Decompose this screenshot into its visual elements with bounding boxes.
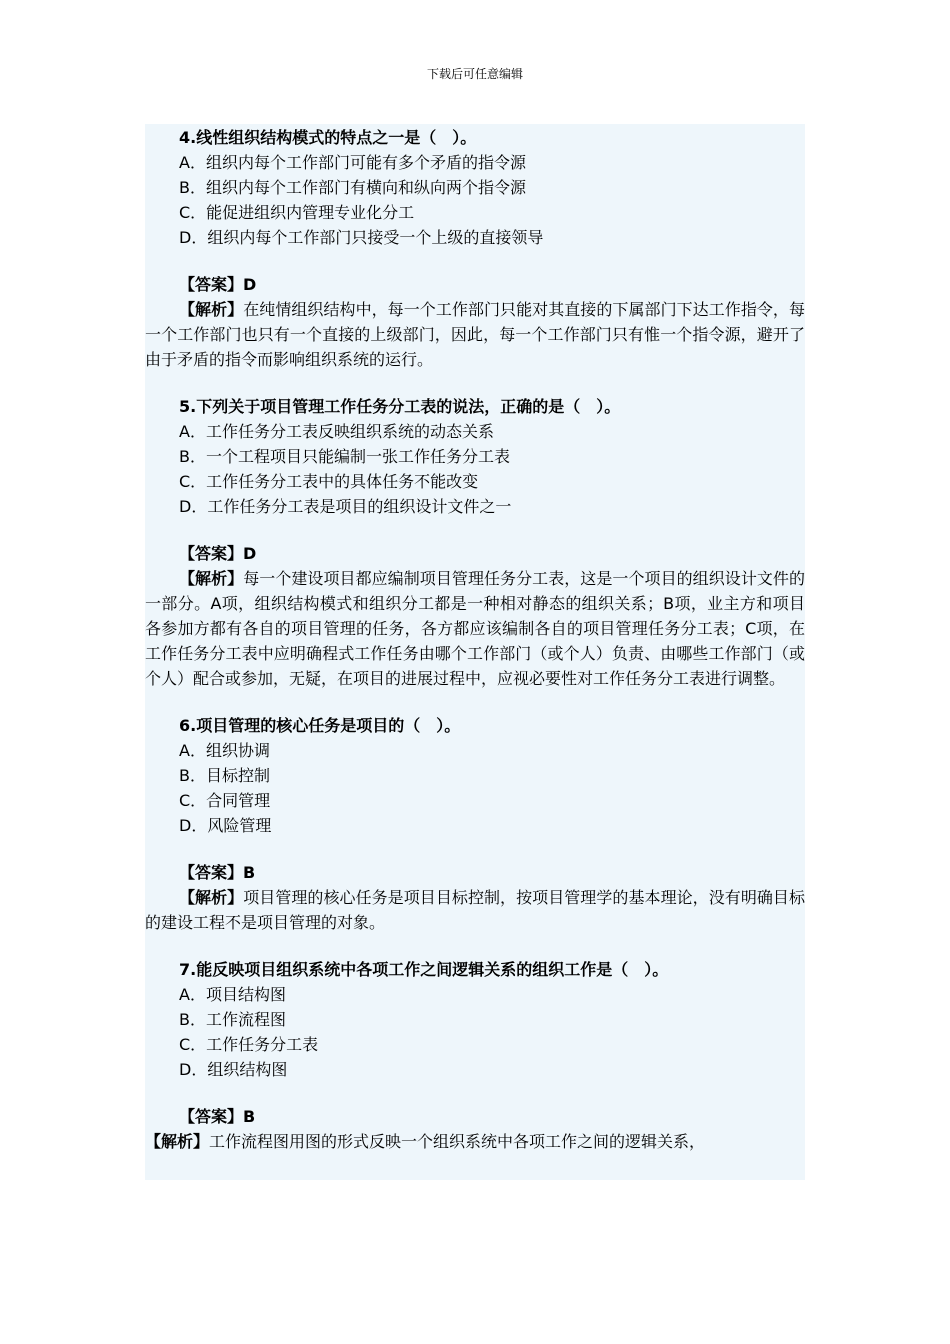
analysis-text: 每一个建设项目都应编制项目管理任务分工表，这是一个项目的组织设计文件的一部分。A项，组织结构模式和组织分工都是一种相对静态的组织关系；B项，业主方和项目各参加方都有各自的项目管理的任务，各方都应该编制各自的项目管理任务分工表；C项，在工作任务分工表中应明确程式工作任务由哪个工作部门（或个人）负责、由哪些工作部门（或个人）配合或参加，无疑，在项目的进展过程中，应视必要性对工作任务分工表进行调整。 <box>145 569 805 688</box>
option-a: A．组织内每个工作部门可能有多个矛盾的指令源 <box>179 153 526 172</box>
analysis <box>145 297 805 372</box>
page-header: 下载后可任意编辑 <box>426 67 523 81</box>
question-title: 7.能反映项目组织系统中各项工作之间逻辑关系的组织工作是（ ）。 <box>179 960 669 979</box>
analysis-text: 在纯情组织结构中，每一个工作部门只能对其直接的下属部门下达工作指令，每一个工作部门也只有一个直接的上级部门，因此，每一个工作部门只有惟一个指令源，避开了由于矛盾的指令而影响组织系统的运行。 <box>145 300 805 369</box>
question-5 <box>145 394 805 691</box>
option-d: D．组织结构图 <box>179 1060 288 1079</box>
analysis <box>145 566 805 691</box>
question-title: 6.项目管理的核心任务是项目的（ ）。 <box>179 716 461 735</box>
option-a: A．工作任务分工表反映组织系统的动态关系 <box>179 422 494 441</box>
analysis-label: 【解析】 <box>179 300 244 319</box>
document-body <box>145 124 805 1180</box>
analysis-label: 【解析】 <box>145 1132 210 1151</box>
answer: 【答案】B <box>179 863 256 882</box>
option-c: C．能促进组织内管理专业化分工 <box>179 203 415 222</box>
answer: 【答案】D <box>179 275 257 294</box>
option-d: D．风险管理 <box>179 816 272 835</box>
option-c: C．工作任务分工表 <box>179 1035 319 1054</box>
analysis-label: 【解析】 <box>179 569 244 588</box>
option-d: D．工作任务分工表是项目的组织设计文件之一 <box>179 497 512 516</box>
analysis-label: 【解析】 <box>179 888 244 907</box>
option-a: A．项目结构图 <box>179 985 286 1004</box>
option-d: D．组织内每个工作部门只接受一个上级的直接领导 <box>179 228 544 247</box>
analysis <box>145 885 805 935</box>
option-b: B．目标控制 <box>179 766 270 785</box>
question-title: 4.线性组织结构模式的特点之一是（ ）。 <box>179 128 477 147</box>
option-b: B．工作流程图 <box>179 1010 286 1029</box>
option-a: A．组织协调 <box>179 741 270 760</box>
question-4 <box>145 125 805 372</box>
option-b: B．一个工程项目只能编制一张工作任务分工表 <box>179 447 510 466</box>
answer: 【答案】B <box>179 1107 256 1126</box>
question-7 <box>145 957 805 1154</box>
question-title: 5.下列关于项目管理工作任务分工表的说法，正确的是（ ）。 <box>179 397 621 416</box>
answer: 【答案】D <box>179 544 257 563</box>
analysis <box>145 1129 805 1154</box>
option-b: B．组织内每个工作部门有横向和纵向两个指令源 <box>179 178 526 197</box>
option-c: C．合同管理 <box>179 791 271 810</box>
analysis-text: 工作流程图用图的形式反映一个组织系统中各项工作之间的逻辑关系， <box>209 1132 706 1151</box>
option-c: C．工作任务分工表中的具体任务不能改变 <box>179 472 479 491</box>
question-6 <box>145 713 805 935</box>
analysis-text: 项目管理的核心任务是项目目标控制，按项目管理学的基本理论，没有明确目标的建设工程不是项目管理的对象。 <box>145 888 805 932</box>
